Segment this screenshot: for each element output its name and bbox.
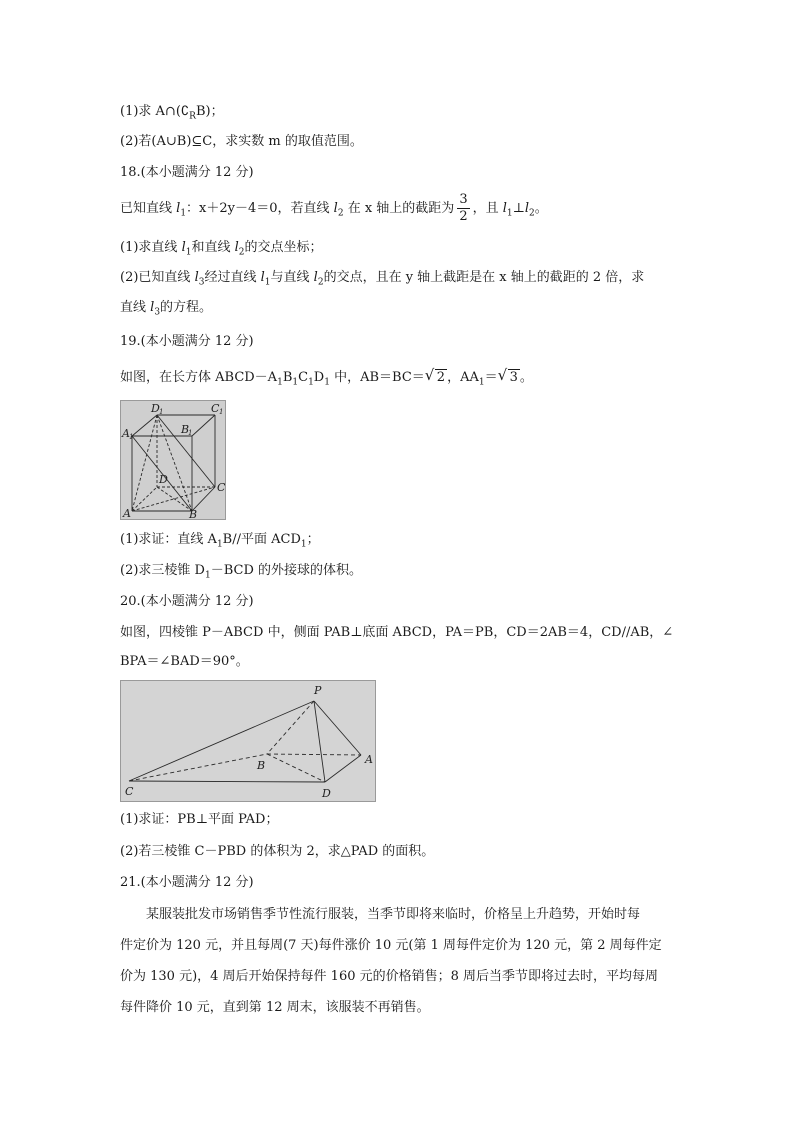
text: 的交点坐标；: [244, 240, 323, 255]
edge-BD: [267, 754, 325, 782]
label-D: D: [159, 473, 168, 486]
edge-CD: [129, 781, 325, 782]
q21-para-line-1: 某服装批发市场销售季节性流行服装，当季节即将来临时，价格呈上升趋势，开始时每: [146, 907, 641, 922]
edge-DB: [157, 487, 192, 511]
edge-B1C1: [192, 415, 215, 436]
var: l: [181, 240, 186, 255]
text: (1)求直线: [120, 240, 182, 255]
text: D: [313, 370, 325, 385]
subscript: 1: [180, 208, 187, 219]
sqrt: [498, 368, 520, 388]
subscript: 3: [154, 307, 161, 318]
subscript: 1: [277, 377, 283, 388]
text: ，且: [472, 201, 503, 216]
text: 的交点，且在 y 轴上截距是在 x 轴上的截距的 2 倍，求: [323, 270, 645, 285]
q21-header: 21.(本小题满分 12 分): [120, 875, 254, 890]
text: 和直线: [191, 240, 235, 255]
var: l: [313, 270, 318, 285]
sqrt: [425, 368, 447, 388]
q20-part1: (1)求证：PB⊥平面 PAD；: [120, 812, 279, 827]
pyramid-diagram: [121, 681, 375, 801]
text: ＝: [484, 370, 498, 385]
q21-para-line-4: 每件降价 10 元，直到第 12 周末，该服装不再销售。: [120, 1000, 430, 1015]
var: l: [333, 201, 338, 216]
text: B: [282, 370, 293, 385]
subscript: 1: [185, 247, 192, 258]
q19-cuboid-figure: [120, 400, 226, 520]
text: ⊥: [512, 201, 525, 216]
q20-header: 20.(本小题满分 12 分): [120, 594, 254, 609]
q19-part1: [120, 530, 680, 555]
radicand: 3: [509, 370, 518, 385]
text: 与直线: [270, 270, 314, 285]
radicand: 2: [436, 370, 446, 385]
q18-part2-cont: [120, 298, 680, 323]
label-A: A: [365, 753, 373, 766]
label-C: C: [125, 785, 134, 798]
q17-part1: [120, 102, 680, 127]
q19-part2: [120, 561, 680, 586]
cuboid-diagram: [121, 401, 225, 519]
q21-para-line-2: 件定价为 120 元，并且每周(7 天)每件涨价 10 元(第 1 周每件定价为 120 元，第 2 周每件定: [120, 938, 662, 953]
text: －BCD 的外接球的体积。: [210, 563, 363, 578]
label-C1: C: [211, 402, 220, 415]
fraction: [457, 192, 469, 225]
label-D1-sub: 1: [159, 408, 164, 416]
text: 已知直线: [120, 201, 177, 216]
q20-part2: (2)若三棱锥 C－PBD 的体积为 2，求△PAD 的面积。: [120, 844, 435, 859]
text: (2)求三棱锥 D: [120, 563, 205, 578]
subscript: 2: [238, 247, 245, 258]
label-B1: B: [181, 423, 190, 436]
edge-CB: [129, 754, 267, 781]
var: l: [194, 270, 199, 285]
radical-sign: √: [424, 366, 435, 384]
var: l: [176, 201, 181, 216]
var: l: [260, 270, 265, 285]
q18-stem: [120, 192, 680, 226]
label-A: A: [123, 507, 131, 519]
subscript: 2: [529, 208, 535, 219]
q18-part2: [120, 268, 680, 293]
text: 。: [519, 370, 533, 385]
subscript: 2: [337, 208, 344, 219]
subscript: 1: [216, 539, 223, 550]
subscript: 2: [317, 277, 324, 288]
label-D: D: [322, 787, 331, 800]
q18-header: 18.(本小题满分 12 分): [120, 165, 254, 180]
edge-BA: [267, 754, 361, 755]
q20-pyramid-figure: [120, 680, 376, 802]
subscript: 1: [292, 377, 299, 388]
q19-stem: [120, 368, 680, 393]
subscript: 1: [264, 277, 271, 288]
radical-sign: √: [497, 366, 508, 384]
text: ；: [306, 532, 320, 547]
var: l: [234, 240, 239, 255]
q19-header: 19.(本小题满分 12 分): [120, 334, 254, 349]
label-A1: A: [122, 427, 130, 440]
denominator: 2: [459, 209, 468, 224]
text: ，AA: [447, 370, 479, 385]
label-P: P: [314, 684, 322, 697]
subscript: 1: [478, 377, 485, 388]
edge-PD: [314, 701, 325, 782]
q17-part2: (2)若(A∪B)⊆C，求实数 m 的取值范围。: [120, 134, 363, 149]
text: (1)求 A∩(∁: [120, 104, 190, 119]
label-A1-sub: 1: [129, 433, 134, 441]
text: B//平面 ACD: [222, 532, 301, 547]
subscript: 1: [324, 377, 330, 388]
text: B)；: [195, 104, 224, 119]
label-C: C: [217, 481, 225, 494]
text: C: [298, 370, 309, 385]
label-C1-sub: 1: [219, 408, 224, 416]
subscript: 1: [308, 377, 314, 388]
q20-stem-1: 如图，四棱锥 P－ABCD 中，侧面 PAB⊥底面 ABCD，PA＝PB，CD＝2AB＝4，CD//AB，∠: [120, 625, 674, 640]
text: 的方程。: [160, 300, 213, 315]
edge-PC: [129, 701, 314, 781]
subscript: 1: [204, 570, 211, 581]
var: l: [502, 201, 507, 216]
text: 。: [534, 201, 548, 216]
edge-PB: [267, 701, 314, 754]
subscript: 3: [198, 277, 205, 288]
subscript: 1: [506, 208, 513, 219]
text: (1)求证：直线 A: [120, 532, 217, 547]
q18-part1: [120, 238, 680, 263]
edge-AD: [132, 487, 157, 511]
edge-DA: [325, 755, 361, 782]
edge-A1D1: [132, 415, 157, 436]
text: ：x＋2y－4＝0，若直线: [186, 201, 334, 216]
q21-para-line-3: 价为 130 元)，4 周后开始保持每件 160 元的价格销售；8 周后当季节即将过去时，平均每周: [120, 969, 659, 984]
var: l: [150, 300, 155, 315]
text: 在 x 轴上的截距为: [343, 201, 455, 216]
var: l: [524, 201, 530, 216]
text: 直线: [120, 300, 151, 315]
subscript: 1: [300, 539, 307, 550]
text: 如图，在长方体 ABCD－A: [120, 370, 278, 385]
label-B: B: [189, 508, 198, 519]
label-B1-sub: 1: [188, 429, 193, 437]
text: (2)已知直线: [120, 270, 195, 285]
label-B: B: [257, 759, 266, 772]
subscript: R: [189, 111, 196, 122]
text: 经过直线: [204, 270, 261, 285]
q20-stem-2: BPA＝∠BAD＝90°。: [120, 654, 249, 669]
numerator: 3: [459, 192, 468, 207]
label-D1: D: [151, 402, 160, 415]
text: 中，AB＝BC＝: [329, 370, 425, 385]
